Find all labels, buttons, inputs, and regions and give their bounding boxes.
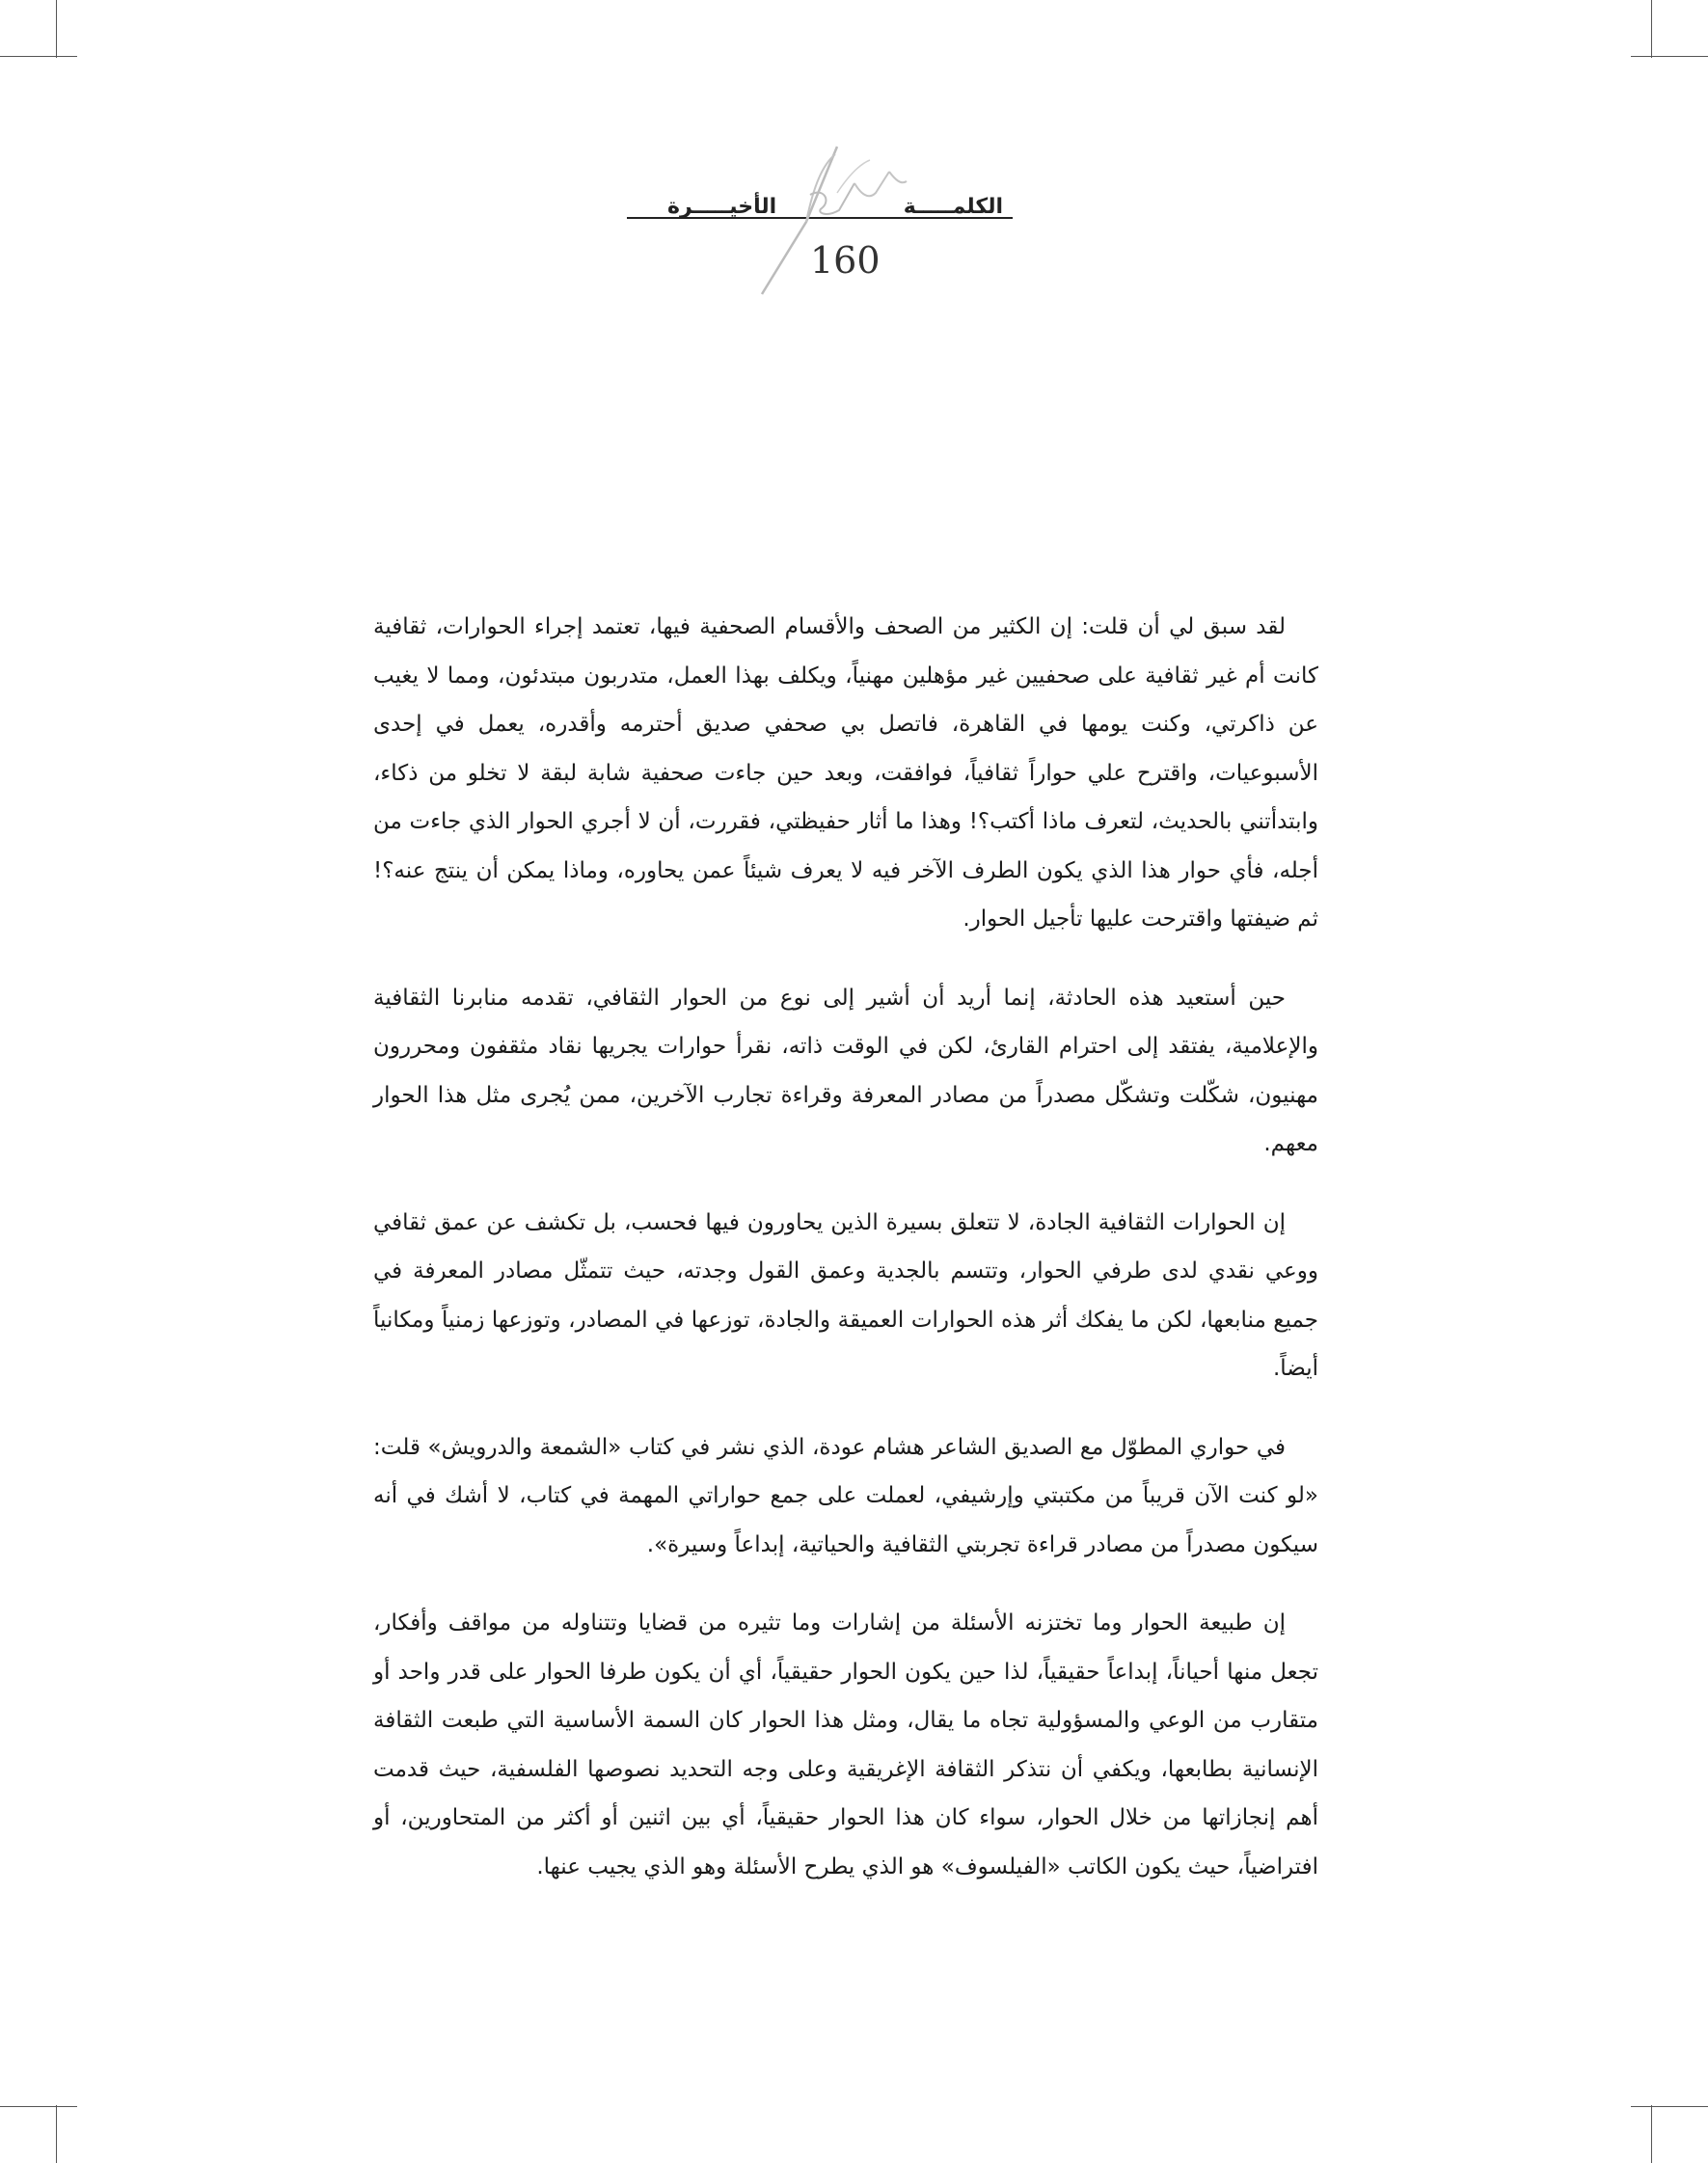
paragraph: حين أستعيد هذه الحادثة، إنما أريد أن أشير إلى نوع من الحوار الثقافي، تقدمه منابرنا الثقافية والإعلامية، يفتقد إلى احترام القارئ، لكن في الوقت ذاته، نقرأ حوارات يجريها نقاد مثقفون ومحررون مهنيون، شكّلت وتشكّل مصدراً من مصادر المعرفة وقراءة تجارب الآخرين، ممن يُجرى مثل هذا الحوار معهم. <box>373 985 1318 1156</box>
paragraph: في حواري المطوّل مع الصديق الشاعر هشام عودة، الذي نشر في كتاب «الشمعة والدرويش» قلت: «لو كنت الآن قريباً من مكتبتي وإرشيفي، لعملت على جمع حواراتي المهمة في كتاب، لا أشك في أنه سيكون مصدراً من مصادر قراءة تجربتي الثقافية والحياتية، إبداعاً وسيرة». <box>373 1434 1318 1557</box>
crop-mark <box>1631 56 1708 57</box>
article-body <box>373 603 1318 1921</box>
running-header <box>617 125 1022 309</box>
paragraph: إن الحوارات الثقافية الجادة، لا تتعلق بسيرة الذين يحاورون فيها فحسب، بل تكشف عن عمق ثقافي ووعي نقدي لدى طرفي الحوار، وتتسم بالجدية وعمق القول وجدته، حيث تتمثّل مصادر المعرفة في جميع منابعها، لكن ما يفكك أثر هذه الحوارات العميقة والجادة، توزعها في المصادر، وتوزعها زمنياً ومكانياً أيضاً. <box>373 1209 1318 1381</box>
paragraph: إن طبيعة الحوار وما تختزنه الأسئلة من إشارات وما تثيره من قضايا وتتناوله من مواقف وأفكار، تجعل منها أحياناً، إبداعاً حقيقياً، لذا حين يكون الحوار حقيقياً، أي أن يكون طرفا الحوار على قدر واحد أو متقارب من الوعي والمسؤولية تجاه ما يقال، ومثل هذا الحوار كان السمة الأساسية التي طبعت الثقافة الإنسانية بطابعها، ويكفي أن نتذكر الثقافة الإغريقية وعلى وجه التحديد نصوصها الفلسفية، حيث قدمت أهم إنجازاتها من خلال الحوار، سواء كان هذا الحوار حقيقياً، أي بين اثنين أو أكثر من المتحاورين، أو افتراضياً، حيث يكون الكاتب «الفيلسوف» هو الذي يطرح الأسئلة وهو الذي يجيب عنها. <box>373 1610 1318 1879</box>
header-title-right: الكلمـــــة <box>903 195 1003 219</box>
page-number: 160 <box>810 239 881 282</box>
crop-mark <box>56 2105 57 2163</box>
crop-mark <box>1631 2106 1708 2107</box>
crop-mark <box>0 2106 77 2107</box>
paragraph: لقد سبق لي أن قلت: إن الكثير من الصحف والأقسام الصحفية فيها، تعتمد إجراء الحوارات، ثقافية كانت أم غير ثقافية على صحفيين غير مؤهلين مهنياً، ويكلف بهذا العمل، متدربون مبتدئون، ومما لا يغيب عن ذاكرتي، وكنت يومها في القاهرة، فاتصل بي صحفي صديق أحترمه وأقدره، يعمل في إحدى الأسبوعيات، واقترح علي حواراً ثقافياً، فوافقت، وبعد حين جاءت صحفية شابة لبقة لا تخلو من ذكاء، وابتدأتني بالحديث، لتعرف ماذا أكتب؟! وهذا ما أثار حفيظتي، فقررت، أن لا أجري الحوار الذي جاءت من أجله، فأي حوار هذا الذي يكون الطرف الآخر فيه لا يعرف شيئاً عمن يحاوره، وماذا يمكن أن ينتج عنه؟! ثم ضيفتها واقترحت عليها تأجيل الحوار. <box>373 614 1318 932</box>
crop-mark <box>0 56 77 57</box>
crop-mark <box>56 0 57 58</box>
header-title-left: الأخيـــــرة <box>667 195 777 219</box>
crop-mark <box>1651 0 1652 58</box>
crop-mark <box>1651 2105 1652 2163</box>
